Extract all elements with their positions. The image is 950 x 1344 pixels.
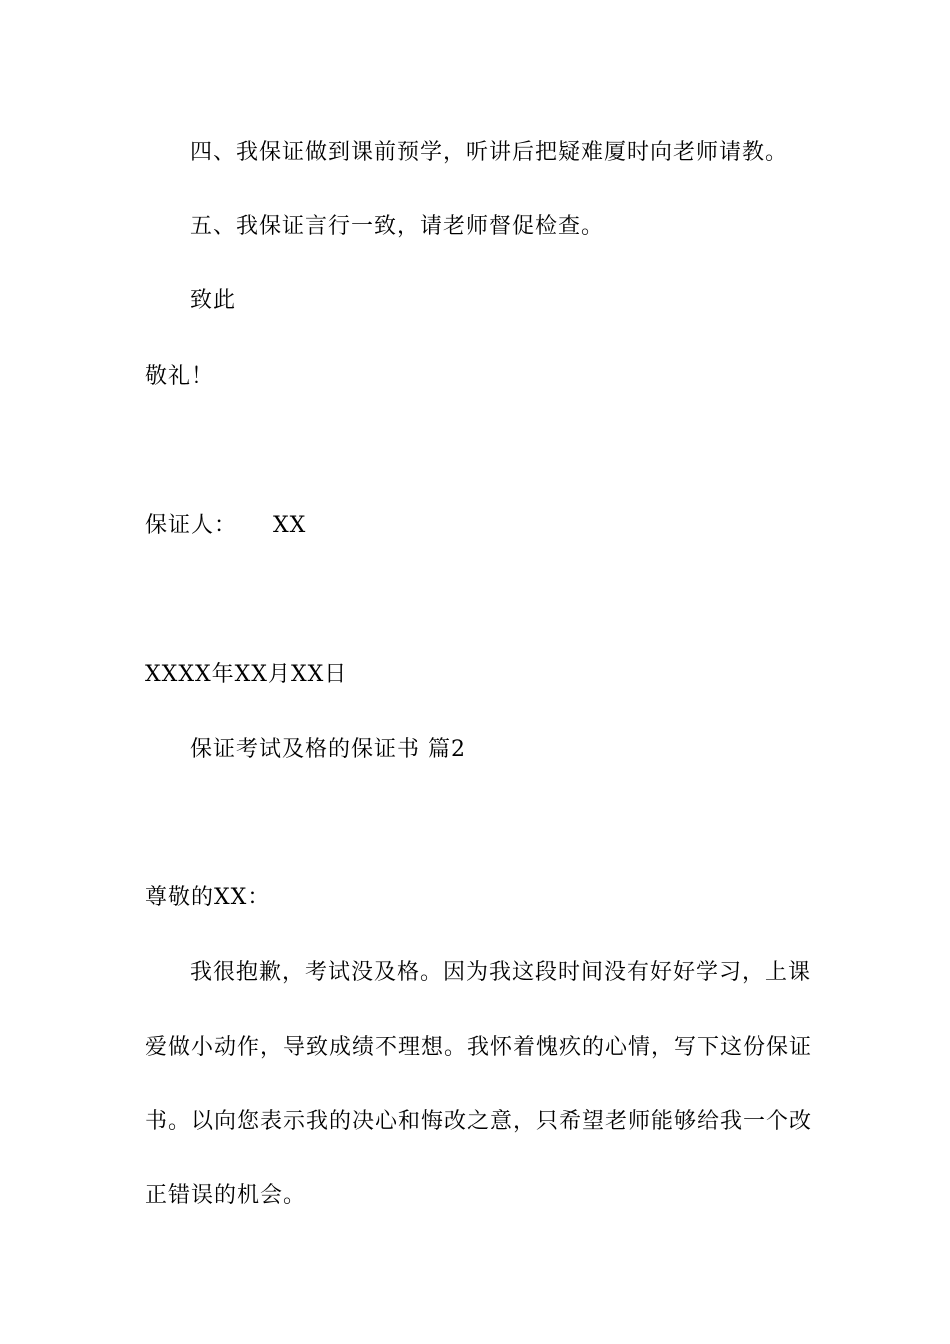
closing-line-1: 致此	[190, 288, 237, 313]
section-title: 保证考试及格的保证书 篇2	[190, 737, 466, 762]
body-line-4: 正错误的机会。	[145, 1183, 307, 1208]
signer-label: 保证人：	[145, 513, 238, 538]
body-line-1: 我很抱歉，考试没及格。因为我这段时间没有好好学习，上课	[190, 960, 812, 985]
date-line: XXXX年XX月XX日	[145, 662, 348, 687]
signer-value: XX	[273, 513, 307, 538]
signer-line	[145, 511, 306, 541]
body-line-3: 书。以向您表示我的决心和悔改之意，只希望老师能够给我一个改	[145, 1109, 813, 1134]
pledge-item-five: 五、我保证言行一致，请老师督促检查。	[190, 214, 605, 239]
pledge-item-four: 四、我保证做到课前预学，听讲后把疑难厦时向老师请教。	[190, 140, 789, 165]
salutation: 尊敬的XX：	[145, 885, 271, 910]
body-line-2: 爱做小动作，导致成绩不理想。我怀着愧疚的心情，写下这份保证	[145, 1035, 813, 1060]
closing-line-2: 敬礼！	[145, 364, 215, 389]
